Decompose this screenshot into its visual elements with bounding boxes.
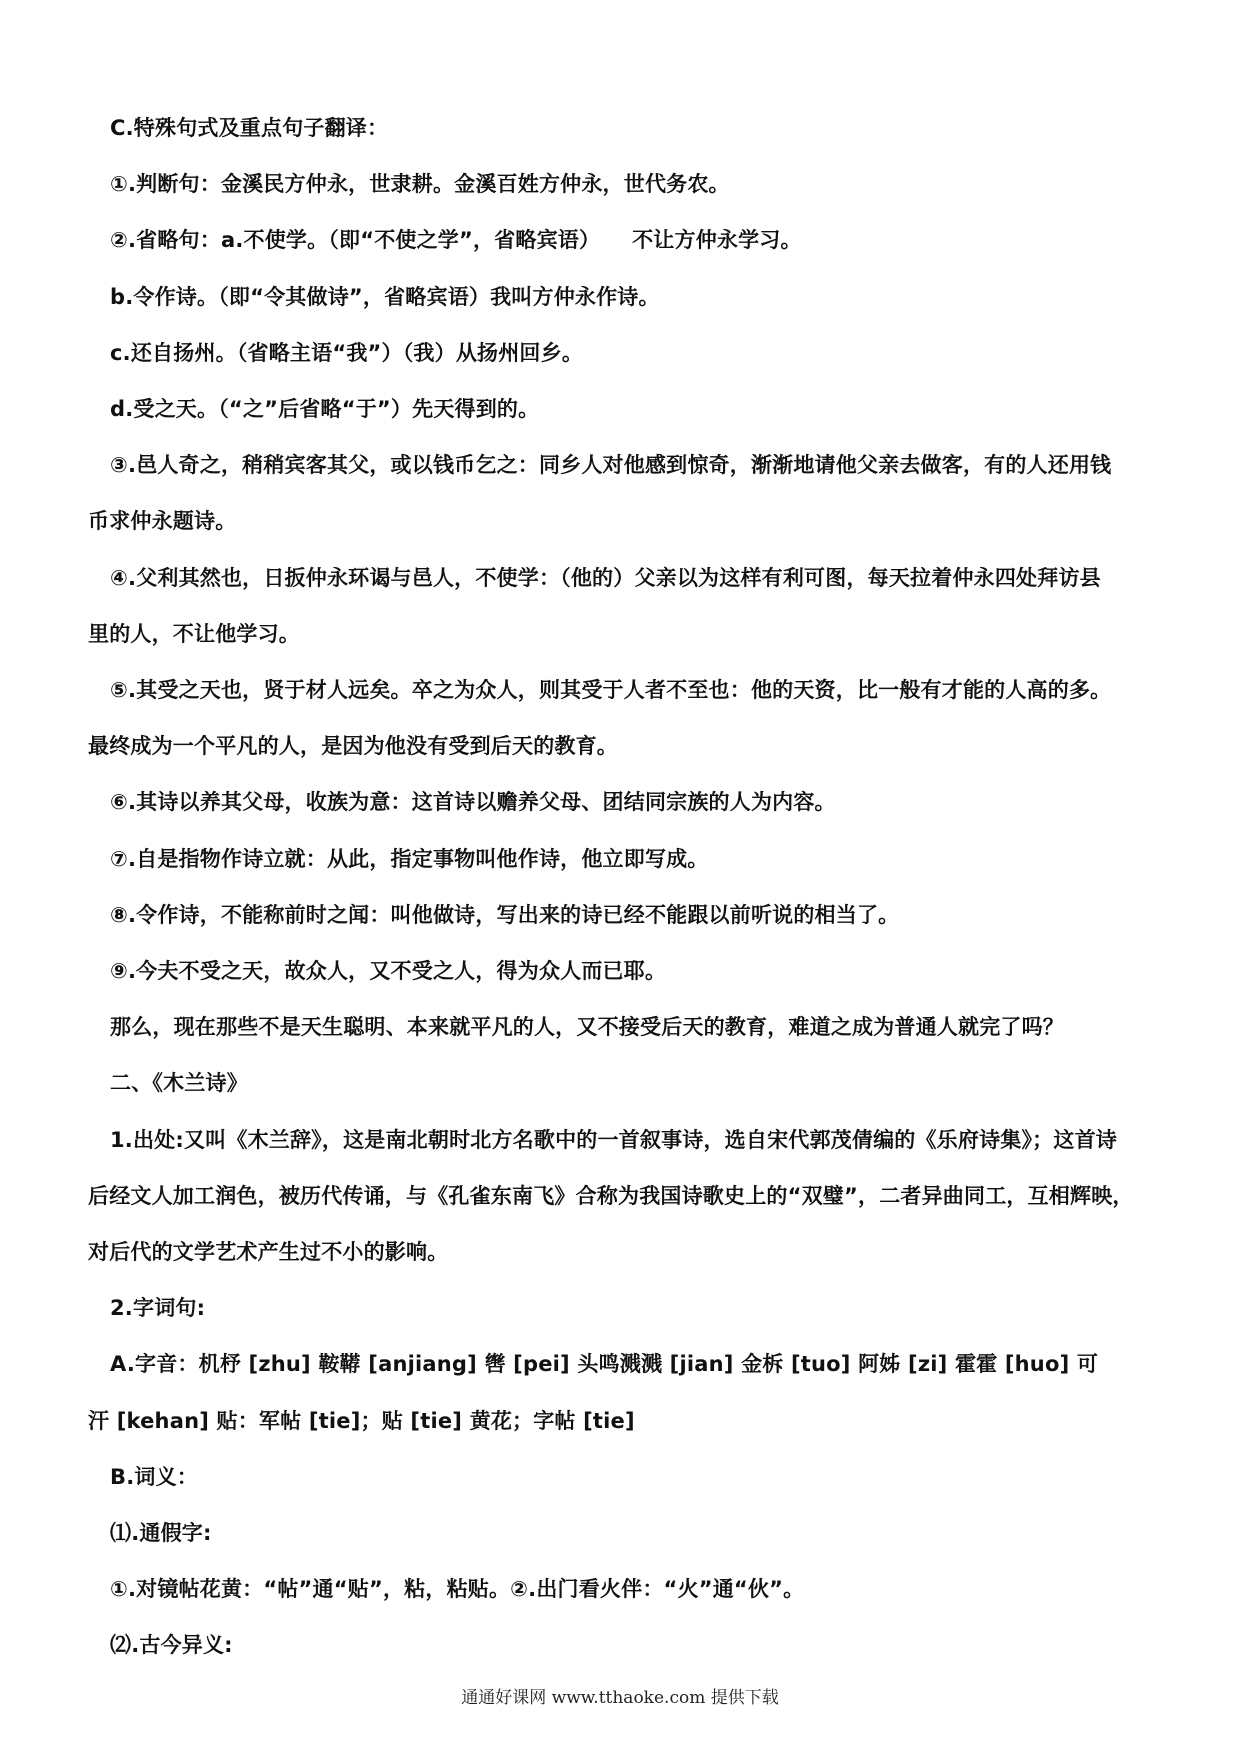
text-line: ⑧.令作诗，不能称前时之闻：叫他做诗，写出来的诗已经不能跟以前听说的相当了。: [110, 902, 900, 927]
text-line: 汗 [kehan] 贴：军帖 [tie]；贴 [tie] 黄花；字帖 [tie]: [88, 1408, 635, 1433]
document-body: [88, 100, 1152, 1674]
text-line: 后经文人加工润色，被历代传诵，与《孔雀东南飞》合称为我国诗歌史上的“双璧”，二者异曲同工，互相辉映，: [88, 1183, 1134, 1208]
text-line: ②.省略句：a.不使学。（即“不使之学”，省略宾语） 不让方仲永学习。: [110, 228, 802, 253]
text-line: ⑨.今夫不受之天，故众人，又不受之人，得为众人而已耶。: [110, 959, 667, 984]
text-line: ①.对镜帖花黄：“帖”通“贴”，粘，粘贴。②.出门看火伴：“火”通“伙”。: [110, 1577, 805, 1602]
section-heading-special-sentences: C.特殊句式及重点句子翻译：: [110, 116, 389, 140]
text-line: 最终成为一个平凡的人，是因为他没有受到后天的教育。: [88, 734, 618, 759]
section-heading-mulan: 二、《木兰诗》: [110, 1071, 248, 1096]
text-line: ⑤.其受之天也，贤于材人远矣。卒之为众人，则其受于人者不至也：他的天资，比一般有才能的人高的多。: [110, 678, 1112, 703]
text-line: 那么，现在那些不是天生聪明、本来就平凡的人，又不接受后天的教育，难道之成为普通人就完了吗？: [110, 1015, 1064, 1040]
text-line: ③.邑人奇之，稍稍宾客其父，或以钱币乞之：同乡人对他感到惊奇，渐渐地请他父亲去做客，有的人还用钱: [110, 453, 1112, 478]
text-line: ④.父利其然也，日扳仲永环谒与邑人，不使学：（他的）父亲以为这样有利可图，每天拉着仲永四处拜访县: [110, 565, 1101, 590]
text-line: 里的人，不让他学习。: [88, 621, 300, 646]
text-line: A.字音：机杼 [zhu] 鞍鞯 [anjiang] 辔 [pei] 头鸣溅溅 [jian] 金柝 [tuo] 阿姊 [zi] 霍霍 [huo] 可: [110, 1352, 1099, 1377]
text-line: ⑥.其诗以养其父母，收族为意：这首诗以赡养父母、团结同宗族的人为内容。: [110, 790, 836, 815]
text-line: ⑦.自是指物作诗立就：从此，指定事物叫他作诗，他立即写成。: [110, 846, 709, 871]
subheading-tongjiazi: ⑴.通假字:: [110, 1521, 212, 1546]
subheading-words: 2.字词句:: [110, 1296, 206, 1321]
text-line: 对后代的文学艺术产生过不小的影响。: [88, 1240, 449, 1265]
text-line: d.受之天。（“之”后省略“于”）先天得到的。: [110, 397, 540, 422]
page-footer: 通通好课网 www.tthaoke.com 提供下载: [461, 1688, 779, 1708]
text-line: b.令作诗。（即“令其做诗”，省略宾语）我叫方仲永作诗。: [110, 284, 660, 309]
subheading-gujin: ⑵.古今异义:: [110, 1633, 233, 1658]
text-line: 币求仲永题诗。: [88, 509, 237, 534]
text-line: 1.出处:又叫《木兰辞》，这是南北朝时北方名歌中的一首叙事诗，选自宋代郭茂倩编的《乐府诗集》；这首诗: [110, 1127, 1117, 1152]
text-line: c.还自扬州。（省略主语“我”）（我）从扬州回乡。: [110, 340, 584, 365]
text-line: ①.判断句：金溪民方仲永，世隶耕。金溪百姓方仲永，世代务农。: [110, 172, 730, 197]
subheading-meaning: B.词义：: [110, 1464, 198, 1489]
